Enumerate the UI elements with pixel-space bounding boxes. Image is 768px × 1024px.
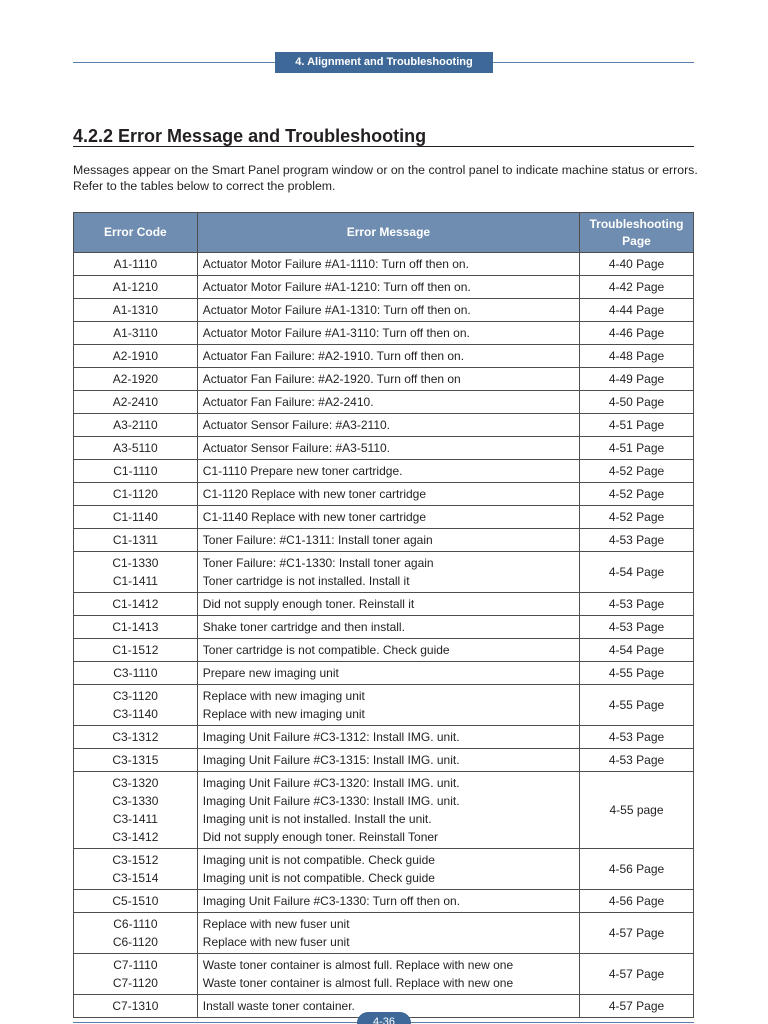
error-message: Toner cartridge is not compatible. Check guide — [202, 643, 450, 657]
error-message-cell — [197, 368, 579, 391]
error-code-cell — [74, 391, 198, 414]
error-code-cell — [74, 995, 198, 1018]
error-message: Imaging Unit Failure #C3-1330: Install IMG. unit. — [202, 794, 460, 808]
error-code: C1-1120 — [112, 487, 158, 501]
error-message-cell — [197, 529, 579, 552]
table-row — [74, 685, 694, 726]
error-message: Actuator Motor Failure #A1-3110: Turn off then on. — [202, 326, 470, 340]
section-header-tab: 4. Alignment and Troubleshooting — [275, 52, 493, 73]
error-code-cell — [74, 276, 198, 299]
error-code: C1-1512 — [112, 643, 159, 657]
error-message: C1-1140 Replace with new toner cartridge — [202, 510, 427, 524]
table-row — [74, 322, 694, 345]
troubleshooting-page-cell: 4-51 Page — [580, 437, 694, 460]
error-code-cell — [74, 616, 198, 639]
error-code-cell — [74, 414, 198, 437]
error-message: Waste toner container is almost full. Replace with new one — [202, 976, 514, 990]
error-message: C1-1120 Replace with new toner cartridge — [202, 487, 427, 501]
table-row — [74, 299, 694, 322]
error-code: A3-2110 — [113, 418, 158, 432]
column-header-troubleshooting-page: Troubleshooting Page — [580, 213, 694, 253]
error-code-cell — [74, 685, 198, 726]
table-row — [74, 954, 694, 995]
error-code-cell — [74, 552, 198, 593]
error-code: C1-1110 — [113, 464, 158, 478]
error-code: C3-1412 — [112, 830, 159, 844]
error-message: Replace with new fuser unit — [202, 935, 350, 949]
troubleshooting-page-cell: 4-49 Page — [580, 368, 694, 391]
troubleshooting-page-cell: 4-50 Page — [580, 391, 694, 414]
error-message-cell — [197, 593, 579, 616]
error-code: C1-1330 — [112, 556, 159, 570]
table-row — [74, 662, 694, 685]
troubleshooting-page-cell: 4-57 Page — [580, 995, 694, 1018]
error-code: A1-1310 — [112, 303, 159, 317]
table-row — [74, 345, 694, 368]
error-message: Imaging unit is not installed. Install the unit. — [202, 812, 432, 826]
table-row — [74, 593, 694, 616]
error-message: Actuator Motor Failure #A1-1110: Turn off then on. — [202, 257, 469, 271]
error-code: C6-1120 — [112, 935, 158, 949]
error-message-cell — [197, 299, 579, 322]
table-row — [74, 772, 694, 849]
error-message-cell — [197, 726, 579, 749]
error-code: C3-1140 — [112, 707, 158, 721]
table-row — [74, 639, 694, 662]
troubleshooting-page-cell: 4-56 Page — [580, 849, 694, 890]
error-message-cell — [197, 749, 579, 772]
error-message-cell — [197, 913, 579, 954]
troubleshooting-page-cell: 4-53 Page — [580, 726, 694, 749]
error-message: Toner Failure: #C1-1311: Install toner again — [202, 533, 433, 547]
error-message-cell — [197, 460, 579, 483]
error-code: A1-1110 — [113, 257, 158, 271]
error-message: Install waste toner container. — [202, 999, 355, 1013]
table-body — [74, 253, 694, 1018]
error-message-cell — [197, 414, 579, 437]
error-message: Actuator Motor Failure #A1-1210: Turn off then on. — [202, 280, 471, 294]
error-message-cell — [197, 506, 579, 529]
error-message: Imaging Unit Failure #C3-1315: Install IMG. unit. — [202, 753, 460, 767]
table-row — [74, 276, 694, 299]
error-code: C1-1413 — [112, 620, 159, 634]
intro-paragraph: Messages appear on the Smart Panel program window or on the control panel to indicate machine status or errors. Refer to the tables below to correct the problem. — [73, 163, 698, 193]
error-code-cell — [74, 322, 198, 345]
column-header-error-message: Error Message — [197, 213, 579, 253]
error-code: C1-1311 — [112, 533, 158, 547]
error-code: C3-1312 — [112, 730, 159, 744]
title-underline — [73, 146, 694, 147]
error-code: C1-1140 — [112, 510, 158, 524]
troubleshooting-page-cell: 4-46 Page — [580, 322, 694, 345]
error-message: Actuator Fan Failure: #A2-2410. — [202, 395, 374, 409]
table-row — [74, 913, 694, 954]
error-code: A2-2410 — [112, 395, 159, 409]
error-message-cell — [197, 662, 579, 685]
error-message: Did not supply enough toner. Reinstall Toner — [202, 830, 439, 844]
error-code-cell — [74, 593, 198, 616]
troubleshooting-page-cell: 4-42 Page — [580, 276, 694, 299]
column-header-error-code: Error Code — [74, 213, 198, 253]
error-code: C3-1330 — [112, 794, 159, 808]
error-code-cell — [74, 506, 198, 529]
error-message-cell — [197, 322, 579, 345]
error-code-cell — [74, 749, 198, 772]
error-message-cell — [197, 954, 579, 995]
table-row — [74, 460, 694, 483]
error-code-cell — [74, 529, 198, 552]
error-code-cell — [74, 345, 198, 368]
error-message: Actuator Sensor Failure: #A3-2110. — [202, 418, 390, 432]
table-row — [74, 368, 694, 391]
troubleshooting-page-cell: 4-55 page — [580, 772, 694, 849]
error-code-cell — [74, 368, 198, 391]
table-row — [74, 529, 694, 552]
table-row — [74, 890, 694, 913]
error-code-cell — [74, 662, 198, 685]
error-message: Imaging unit is not compatible. Check guide — [202, 871, 435, 885]
table-row — [74, 414, 694, 437]
troubleshooting-page-cell: 4-55 Page — [580, 685, 694, 726]
troubleshooting-page-cell: 4-52 Page — [580, 460, 694, 483]
error-code-cell — [74, 299, 198, 322]
table-row — [74, 616, 694, 639]
error-code: C7-1110 — [113, 958, 158, 972]
table-row — [74, 253, 694, 276]
error-code: C3-1315 — [112, 753, 159, 767]
table-row — [74, 726, 694, 749]
troubleshooting-page-cell: 4-53 Page — [580, 616, 694, 639]
error-message-cell — [197, 276, 579, 299]
table-row — [74, 552, 694, 593]
error-code: A1-1210 — [112, 280, 159, 294]
error-code: A3-5110 — [113, 441, 158, 455]
troubleshooting-page-cell: 4-53 Page — [580, 593, 694, 616]
error-code: C5-1510 — [112, 894, 159, 908]
error-message: Actuator Fan Failure: #A2-1910. Turn off then on. — [202, 349, 465, 363]
table-row — [74, 483, 694, 506]
error-message: Waste toner container is almost full. Replace with new one — [202, 958, 514, 972]
error-code: A2-1920 — [112, 372, 159, 386]
table-row — [74, 749, 694, 772]
error-code-cell — [74, 913, 198, 954]
error-code: C7-1120 — [112, 976, 158, 990]
error-code: C3-1320 — [112, 776, 159, 790]
error-message: Replace with new imaging unit — [202, 707, 365, 721]
error-code-cell — [74, 954, 198, 995]
table-row — [74, 506, 694, 529]
error-message: Actuator Motor Failure #A1-1310: Turn off then on. — [202, 303, 471, 317]
error-code: C6-1110 — [113, 917, 158, 931]
troubleshooting-page-cell: 4-44 Page — [580, 299, 694, 322]
error-code: C3-1512 — [112, 853, 159, 867]
error-message-cell — [197, 639, 579, 662]
error-code: A2-1910 — [112, 349, 159, 363]
error-message: Actuator Fan Failure: #A2-1920. Turn off then on — [202, 372, 461, 386]
troubleshooting-page-cell: 4-57 Page — [580, 913, 694, 954]
error-message: Imaging Unit Failure #C3-1312: Install IMG. unit. — [202, 730, 460, 744]
error-code: C3-1120 — [112, 689, 158, 703]
error-message: Toner cartridge is not installed. Install it — [202, 574, 410, 588]
troubleshooting-page-cell: 4-52 Page — [580, 483, 694, 506]
error-message-cell — [197, 772, 579, 849]
error-message: Replace with new imaging unit — [202, 689, 365, 703]
table-row — [74, 849, 694, 890]
error-message-cell — [197, 849, 579, 890]
troubleshooting-page-cell: 4-56 Page — [580, 890, 694, 913]
troubleshooting-page-cell: 4-54 Page — [580, 639, 694, 662]
error-message-cell — [197, 437, 579, 460]
troubleshooting-page-cell: 4-55 Page — [580, 662, 694, 685]
troubleshooting-page-cell: 4-51 Page — [580, 414, 694, 437]
error-message-cell — [197, 345, 579, 368]
error-message-cell — [197, 685, 579, 726]
error-code-cell — [74, 772, 198, 849]
troubleshooting-page-cell: 4-40 Page — [580, 253, 694, 276]
error-code-cell — [74, 890, 198, 913]
error-code: C3-1110 — [113, 666, 158, 680]
error-message: Did not supply enough toner. Reinstall it — [202, 597, 415, 611]
troubleshooting-page-cell: 4-54 Page — [580, 552, 694, 593]
error-code: C1-1412 — [112, 597, 159, 611]
error-code-cell — [74, 726, 198, 749]
error-message: Shake toner cartridge and then install. — [202, 620, 405, 634]
error-message: Imaging unit is not compatible. Check guide — [202, 853, 435, 867]
error-message: C1-1110 Prepare new toner cartridge. — [202, 464, 403, 478]
error-message-cell — [197, 391, 579, 414]
error-message-cell — [197, 890, 579, 913]
error-message: Replace with new fuser unit — [202, 917, 350, 931]
error-code-cell — [74, 460, 198, 483]
section-title: 4.2.2 Error Message and Troubleshooting — [73, 126, 427, 146]
error-code: C3-1514 — [112, 871, 159, 885]
error-code-cell — [74, 849, 198, 890]
error-message: Prepare new imaging unit — [202, 666, 339, 680]
table-row — [74, 391, 694, 414]
table-row — [74, 437, 694, 460]
error-message: Toner Failure: #C1-1330: Install toner again — [202, 556, 434, 570]
troubleshooting-page-cell: 4-53 Page — [580, 529, 694, 552]
page-number: 4-36 — [357, 1012, 411, 1024]
error-code-cell — [74, 437, 198, 460]
error-code-cell — [74, 483, 198, 506]
error-message-cell — [197, 253, 579, 276]
error-message: Imaging Unit Failure #C3-1330: Turn off then on. — [202, 894, 461, 908]
error-code: C1-1411 — [112, 574, 158, 588]
error-code: A1-3110 — [113, 326, 158, 340]
error-message-cell — [197, 616, 579, 639]
error-code-table — [73, 212, 694, 1018]
troubleshooting-page-cell: 4-57 Page — [580, 954, 694, 995]
error-message: Imaging Unit Failure #C3-1320: Install IMG. unit. — [202, 776, 460, 790]
error-message-cell — [197, 483, 579, 506]
table-header-row — [74, 213, 694, 253]
troubleshooting-page-cell: 4-48 Page — [580, 345, 694, 368]
error-message: Actuator Sensor Failure: #A3-5110. — [202, 441, 390, 455]
error-code: C3-1411 — [112, 812, 158, 826]
error-code-cell — [74, 639, 198, 662]
error-code: C7-1310 — [112, 999, 159, 1013]
error-message-cell — [197, 552, 579, 593]
troubleshooting-page-cell: 4-53 Page — [580, 749, 694, 772]
troubleshooting-page-cell: 4-52 Page — [580, 506, 694, 529]
error-code-cell — [74, 253, 198, 276]
